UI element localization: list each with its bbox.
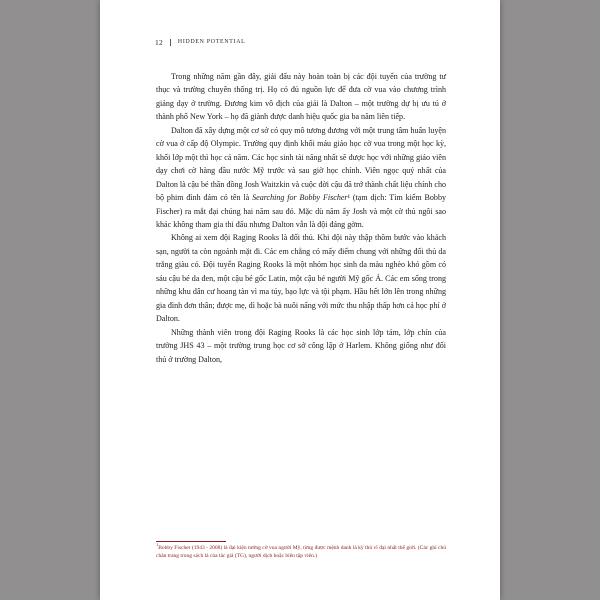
page-number: 12 <box>155 37 163 47</box>
running-head-divider <box>170 39 171 46</box>
footnote-text: Bobby Fischer (1943 - 2008) là đại kiện tướng cờ vua người Mỹ, từng được mệnh danh là kỳ thủ vĩ đại nhất thế giới. (Các ghi chú chân trang trong sách là của tác giả (TG), người dịch hoặc biên tập viên.) <box>156 545 446 559</box>
paragraph-2 <box>156 124 446 232</box>
footnote-separator-rule <box>156 541 226 542</box>
paragraph-4: Những thành viên trong đội Raging Rooks là các học sinh lớp tám, lớp chín của trường JHS 43 – một trường trung học cơ sở công lập ở Harlem. Không giống như đối thủ ở trường Dalton, <box>156 327 446 364</box>
book-page <box>100 0 500 600</box>
paragraph-3: Không ai xem đội Raging Rooks là đối thủ. Khi đội này thập thõm bước vào khách sạn, người ta còn ngoảnh mặt đi. Các em chẳng có mấy điểm chung với những đối thủ da trắng giàu có. Đội tuyển Raging Rooks là một nhóm học sinh da màu nghèo khó gồm có sáu cậu bé da đen, một cậu bé gốc Latin, một cậu bé người Mỹ gốc Á. Các em sống trong những khu dân cư hoang tàn vì ma túy, bạo lực và tội phạm. Hầu hết lớn lên trong những gia đình đơn thân; được mẹ, dì hoặc bà nuôi nấng với mức thu nhập thấp hơn cả học phí ở Dalton. <box>156 233 446 324</box>
body-text-column <box>156 70 446 366</box>
footnote-number: 1 <box>156 542 159 548</box>
footnote-area <box>156 541 446 560</box>
footnote-1 <box>156 542 446 560</box>
page-content-area <box>100 0 500 600</box>
running-head <box>155 36 455 48</box>
book-title-header: HIDDEN POTENTIAL <box>177 39 246 45</box>
paragraph-2-text: Dalton đã xây dựng một cơ sở có quy mô tương đương với một trung tâm huấn luyện cờ vua ở cấp độ Olympic. Trường quy định khối máu giáo học cờ vua trong một học kỳ, khối lớp một thì học cả năm. Các học sinh tài năng nhất sẽ được học với những giáo viên dạy chơi cờ hàng đầu nước Mỹ trước và sau giờ học chính. Viên ngọc quý nhất của Dalton là cậu bé thần đồng Josh Waitzkin và cuộc đời cậu đã trở thành chất liệu chính cho bộ phim đình đám có tên là Searching for Bobby Fischer¹ (tạm dịch: Tìm kiếm Bobby Fischer) ra mắt đại chúng hai năm sau đó. Mặc dù năm ấy Josh và một cờ thủ ngôi sao khác không tham gia thi đấu nhưng Dalton vẫn là đội đáng gờm. <box>156 125 446 229</box>
paragraph-1: Trong những năm gần đây, giải đấu này hoàn toàn bị các đội tuyển của trường tư thục và trường chuyên thống trị. Họ có đủ nguồn lực để đưa cờ vua vào chương trình giảng dạy ở trường. Đương kim vô địch của giải là Dalton – một trường dự bị ưu tú ở thành phố New York – họ đã giành được danh hiệu quốc gia ba năm liên tiếp. <box>156 72 446 122</box>
